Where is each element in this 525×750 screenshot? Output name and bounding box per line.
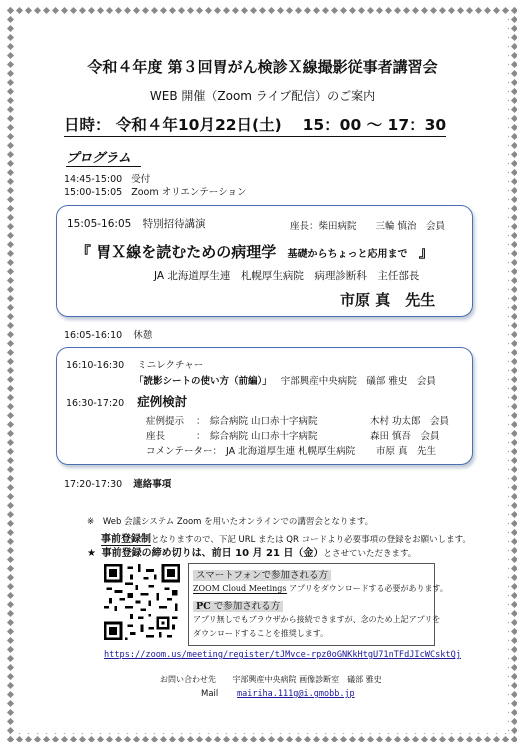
mini-lecture-title: 「読影シートの使い方（前編）」 宇部興産中央病院 礒部 雅史 会員 — [134, 376, 436, 387]
schedule-row: 15:00-15:05 Zoom オリエンテーション — [64, 187, 247, 198]
mini-time-label: 16:10-16:30 ミニレクチャー — [66, 360, 204, 371]
closing-row: 17:20-17:30 連絡事項 — [64, 479, 172, 490]
event-title: 令和４年度 第３回胃がん検診Ｘ線撮影従事者講習会 — [87, 58, 438, 76]
event-datetime: 日時： 令和４年10月22日(土) 15：00 ～ 17：30 — [64, 113, 446, 137]
note-online: ※ Web 会議システム Zoom を用いたオンラインでの講習会となります。 — [87, 517, 374, 527]
note-registration: 事前登録制となりますので、下記 URL または QR コードより必要事項の登録をお願いします。 — [101, 534, 471, 545]
pc-text-1: アプリ無しでもブラウザから接続できますが、念のため上記アプリを — [193, 615, 441, 624]
registration-url-link[interactable]: https://zoom.us/meeting/register/tJMvce-rpz0oGNKkHtgU71nTFdJIcWCsktQj — [104, 650, 461, 660]
break-row: 16:05-16:10 休憩 — [64, 330, 153, 341]
lecture-speaker: 市原 真 先生 — [340, 291, 436, 309]
mail-link[interactable]: mairiha.111g@i.gmobb.jp — [236, 689, 355, 699]
pc-heading: PC で参加される方 — [193, 598, 283, 612]
lecture-title: 『 胃Ｘ線を読むための病理学 基礎からちょっと応用まで 』 — [76, 243, 434, 261]
event-subtitle: WEB 開催（Zoom ライブ配信）のご案内 — [149, 89, 376, 103]
smartphone-heading: スマートフォンで参加される方 — [193, 567, 331, 581]
note-deadline: ★ 事前登録の締め切りは、前日 10 月 21 日（金）とさせていただきます。 — [87, 548, 417, 559]
qr-code[interactable] — [104, 564, 180, 640]
program-heading: プログラム — [66, 147, 141, 167]
case-row-commentator: コメンテーター： JA 北海道厚生連 札幌厚生病院 市原 真 先生 — [146, 446, 437, 457]
case-row-chair: 座長 ： 綜合病院 山口赤十字病院 森田 慎吾 会員 — [146, 431, 440, 442]
case-study-label: 16:30-17:20 症例検討 — [66, 394, 188, 409]
smartphone-text: ZOOM Cloud Meetings アプリをダウンロードする必要があります。 — [193, 584, 448, 593]
contact-mail-line: Mail mairiha.111g@i.gmobb.jp — [201, 689, 355, 699]
lecture-time-label: 15:05-16:05 特別招待講演 — [67, 218, 206, 230]
lecture-chair: 座長：柴田病院 三輪 慎治 会員 — [290, 221, 446, 232]
lecture-affiliation: JA 北海道厚生連 札幌厚生病院 病理診断科 主任部長 — [154, 270, 420, 282]
case-row-presenter: 症例提示 ： 綜合病院 山口赤十字病院 木村 功太郎 会員 — [146, 416, 450, 427]
contact-line: お問い合わせ先 宇部興産中央病院 画像診断室 礒部 雅史 — [160, 675, 382, 684]
pc-text-2: ダウンロードすることを推奨します。 — [193, 629, 329, 638]
schedule-row: 14:45-15:00 受付 — [64, 174, 151, 185]
